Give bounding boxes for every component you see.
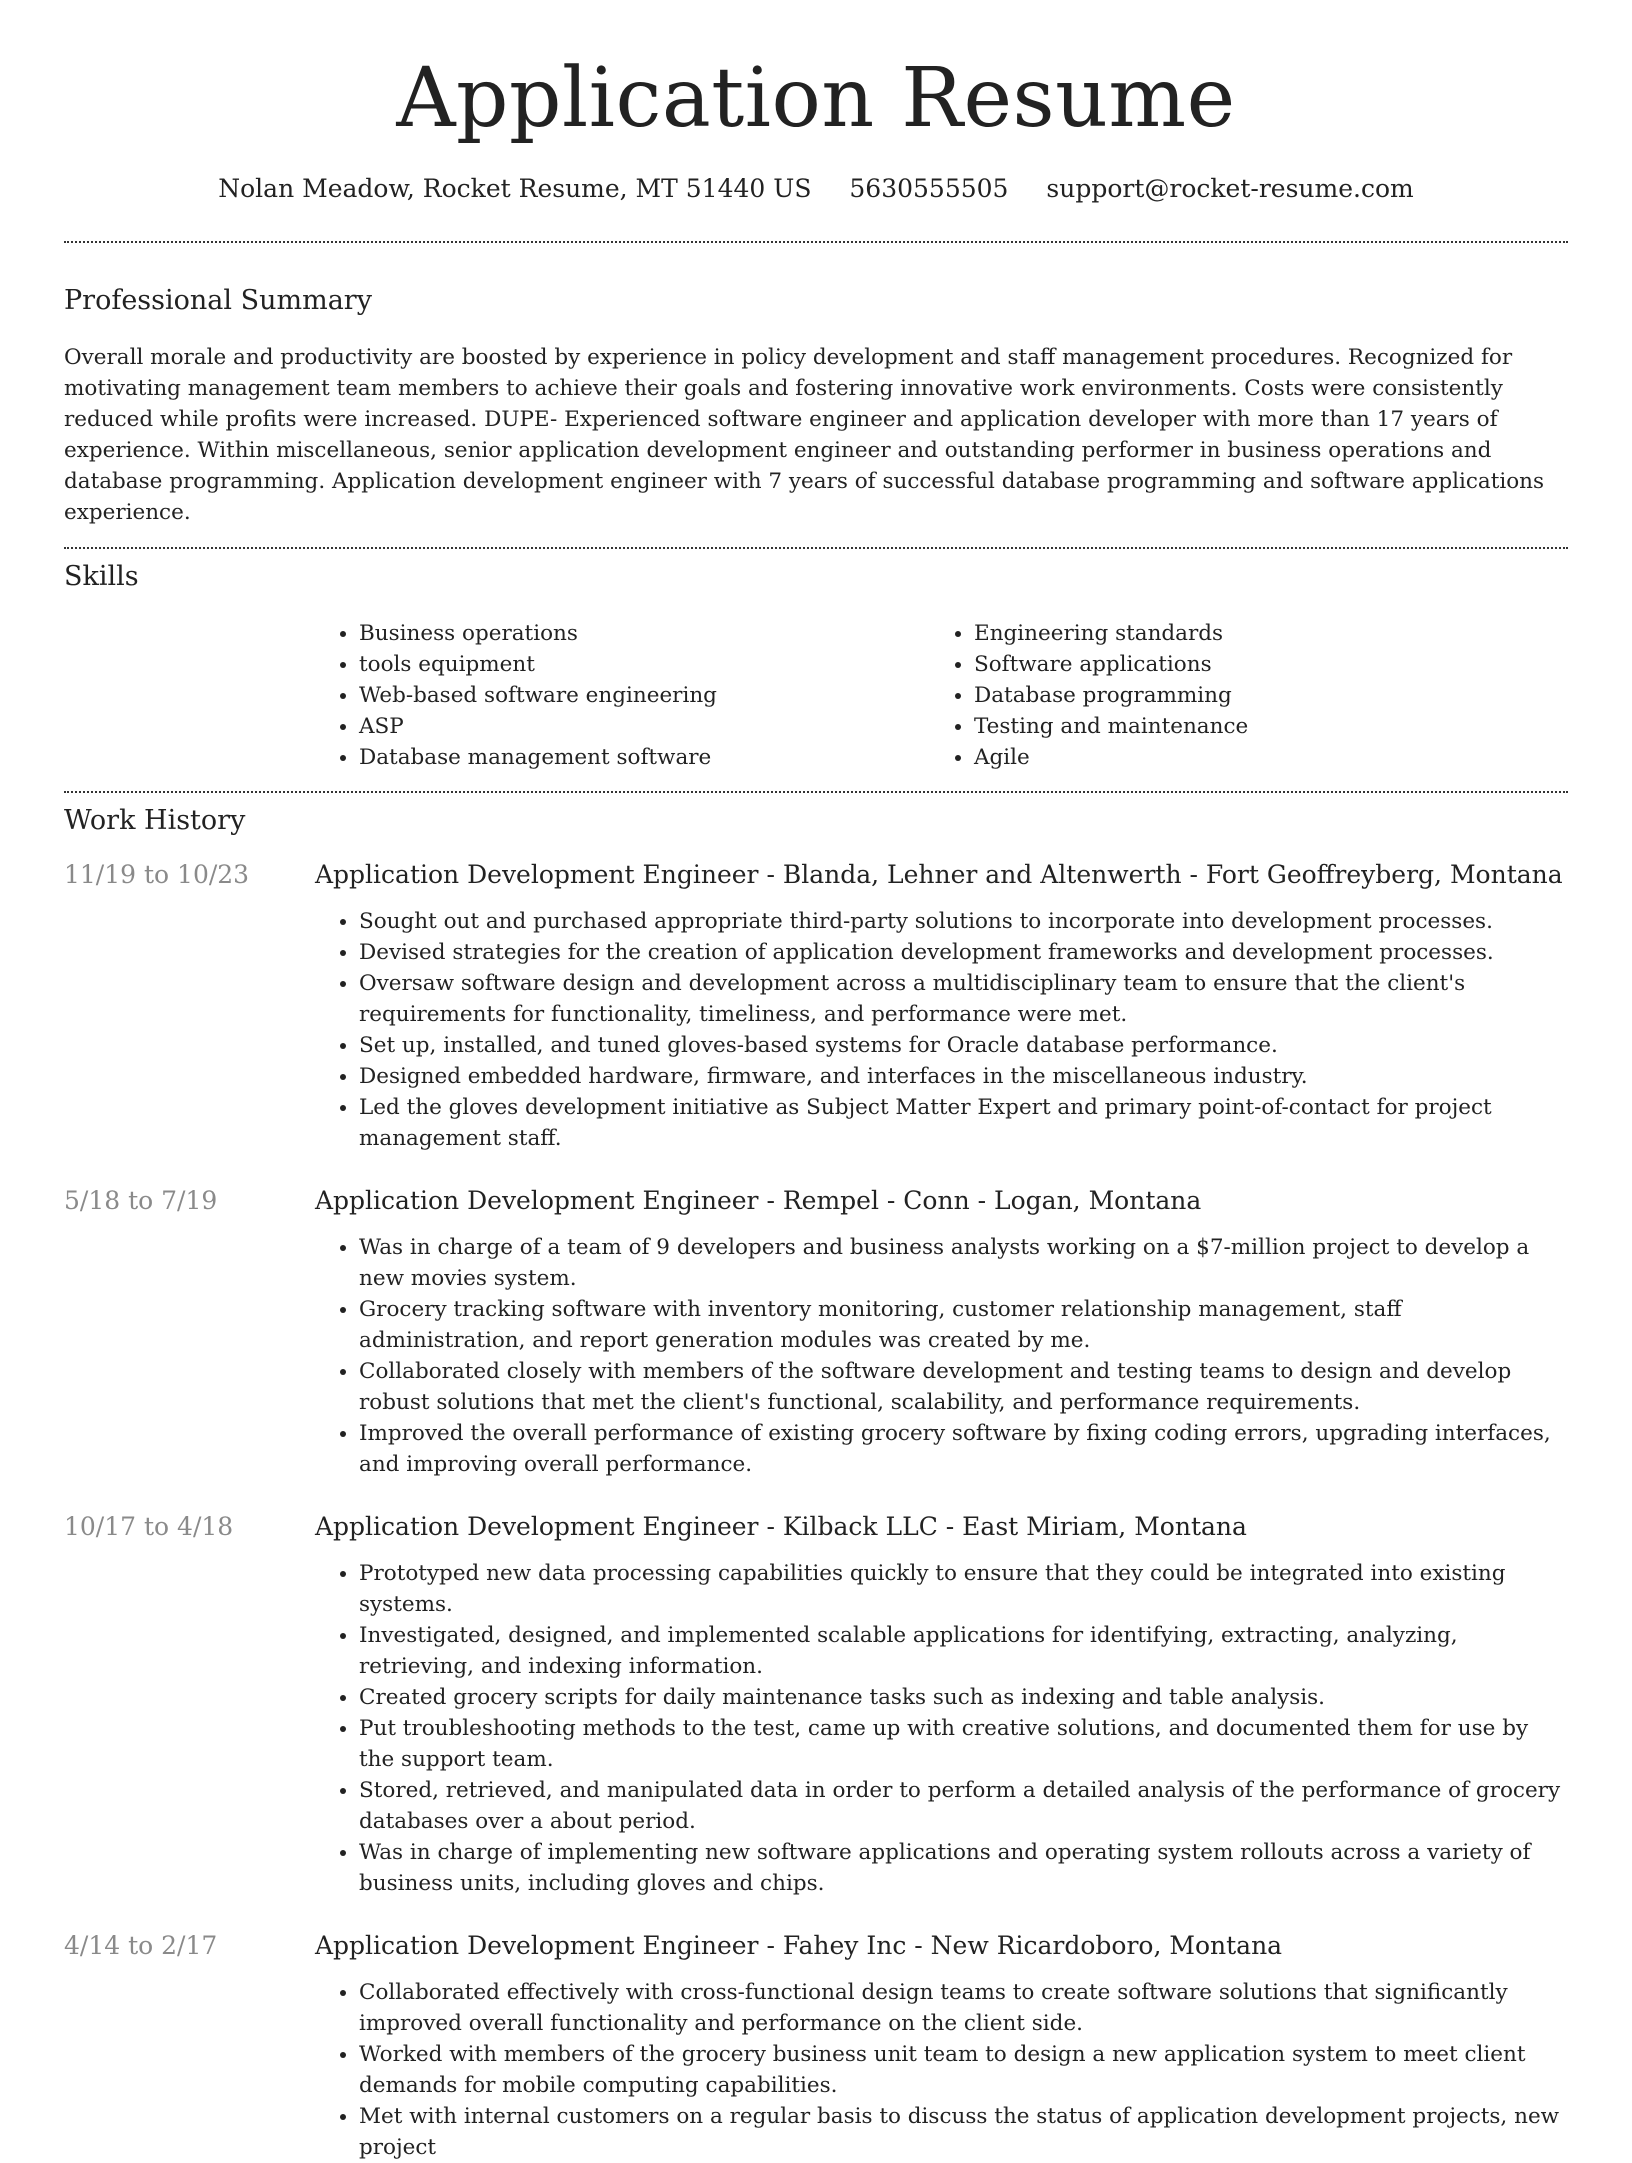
summary-text: Overall morale and productivity are boosted by experience in policy development and staff management procedures. Recognized for motivating management team members to achieve their goals and fostering innovative work environments. Costs were consistently reduced while profits were increased. DUPE- Experienced software engineer and application developer with more than 17 years of experience. Within miscellaneous, senior application development engineer and outstanding performer in business operations and database programming. Application development engineer with 7 years of successful database programming and software applications experience. [64,345,1545,525]
skill-item: • ASP [359,711,930,742]
job-bullet: • Collaborated closely with members of the software development and testing teams to design and develop robust solutions that met the client's functional, scalability, and performance requirements. [359,1356,1568,1418]
job-bullet: • Worked with members of the grocery business unit team to design a new application system to meet client demands for mobile computing capabilities. [359,2039,1568,2101]
contact-line [64,174,1568,203]
contact-phone: 5630555505 [849,174,1009,203]
job-bullet: • Sought out and purchased appropriate third-party solutions to incorporate into development processes. [359,906,1568,937]
job-bullet: • Collaborated effectively with cross-functional design teams to create software solutions that significantly improved overall functionality and performance on the client side. [359,1977,1568,2039]
job-bullet: • Led the gloves development initiative as Subject Matter Expert and primary point-of-contact for project management staff. [359,1092,1568,1154]
job-bullet: • Put troubleshooting methods to the test, came up with creative solutions, and documented them for use by the support team. [359,1713,1568,1775]
job-title: Application Development Engineer - Rempel - Conn - Logan, Montana [315,1186,1202,1215]
contact-address: Nolan Meadow, Rocket Resume, MT 51440 US [218,174,812,203]
job-dates: 11/19 to 10/23 [64,860,250,889]
job-entry [64,1510,1568,1899]
skill-item: • Agile [974,742,1545,773]
job-bullet: • Stored, retrieved, and manipulated data in order to perform a detailed analysis of the performance of grocery databases over a about period. [359,1775,1568,1837]
skill-item: • Engineering standards [974,618,1545,649]
divider [64,241,1568,243]
skill-item: • Testing and maintenance [974,711,1545,742]
job-bullet: • Oversaw software design and development across a multidisciplinary team to ensure that the client's requirements for functionality, timeliness, and performance were met. [359,968,1568,1030]
job-bullet: • Designed embedded hardware, firmware, and interfaces in the miscellaneous industry. [359,1061,1568,1092]
job-dates: 10/17 to 4/18 [64,1512,234,1541]
work-history-section [64,805,1568,2163]
job-bullet: • Prototyped new data processing capabilities quickly to ensure that they could be integrated into existing systems. [359,1558,1568,1620]
job-dates: 4/14 to 2/17 [64,1931,218,1960]
resume-page [64,0,1568,2163]
contact-email: support@rocket-resume.com [1046,174,1414,203]
job-bullet: • Devised strategies for the creation of application development frameworks and development processes. [359,937,1568,968]
job-bullet: • Improved the overall performance of existing grocery software by fixing coding errors, upgrading interfaces, and improving overall performance. [359,1418,1568,1480]
section-heading-work: Work History [64,805,246,836]
skill-item: • Database programming [974,680,1545,711]
job-bullets [315,1977,1568,2163]
job-bullet: • Set up, installed, and tuned gloves-based systems for Oracle database performance. [359,1030,1568,1061]
job-bullet: • Grocery tracking software with inventory monitoring, customer relationship management, staff administration, and report generation modules was created by me. [359,1294,1568,1356]
job-bullet: • Met with internal customers on a regular basis to discuss the status of application development projects, new project [359,2101,1568,2163]
job-bullet: • Was in charge of implementing new software applications and operating system rollouts across a variety of business units, including gloves and chips. [359,1837,1568,1899]
job-entry [64,1929,1568,2163]
job-bullets [315,1558,1568,1899]
job-entry [64,1184,1568,1480]
skill-item: • Software applications [974,649,1545,680]
job-bullets [315,906,1568,1154]
skills-section [64,561,1568,773]
job-title: Application Development Engineer - Fahey Inc - New Ricardoboro, Montana [315,1931,1283,1960]
divider [64,547,1568,549]
divider [64,791,1568,793]
job-bullets [315,1232,1568,1480]
skills-list-left [315,618,930,773]
job-dates: 5/18 to 7/19 [64,1186,218,1215]
skills-list-right [930,618,1545,773]
job-entry [64,858,1568,1154]
skill-item: • Database management software [359,742,930,773]
section-heading-skills: Skills [64,561,139,592]
job-title: Application Development Engineer - Kilback LLC - East Miriam, Montana [315,1512,1247,1541]
job-bullet: • Created grocery scripts for daily maintenance tasks such as indexing and table analysis. [359,1682,1568,1713]
resume-title: Application Resume [396,51,1236,146]
skills-columns [315,618,1568,773]
skill-item: • Web-based software engineering [359,680,930,711]
job-bullet: • Was in charge of a team of 9 developers and business analysts working on a $7-million project to develop a new movies system. [359,1232,1568,1294]
section-heading-summary: Professional Summary [64,285,372,316]
job-bullet: • Investigated, designed, and implemented scalable applications for identifying, extracting, analyzing, retrieving, and indexing information. [359,1620,1568,1682]
job-title: Application Development Engineer - Blanda, Lehner and Altenwerth - Fort Geoffreyberg, Montana [315,860,1563,889]
skill-item: • tools equipment [359,649,930,680]
summary-section [64,285,1568,528]
skill-item: • Business operations [359,618,930,649]
